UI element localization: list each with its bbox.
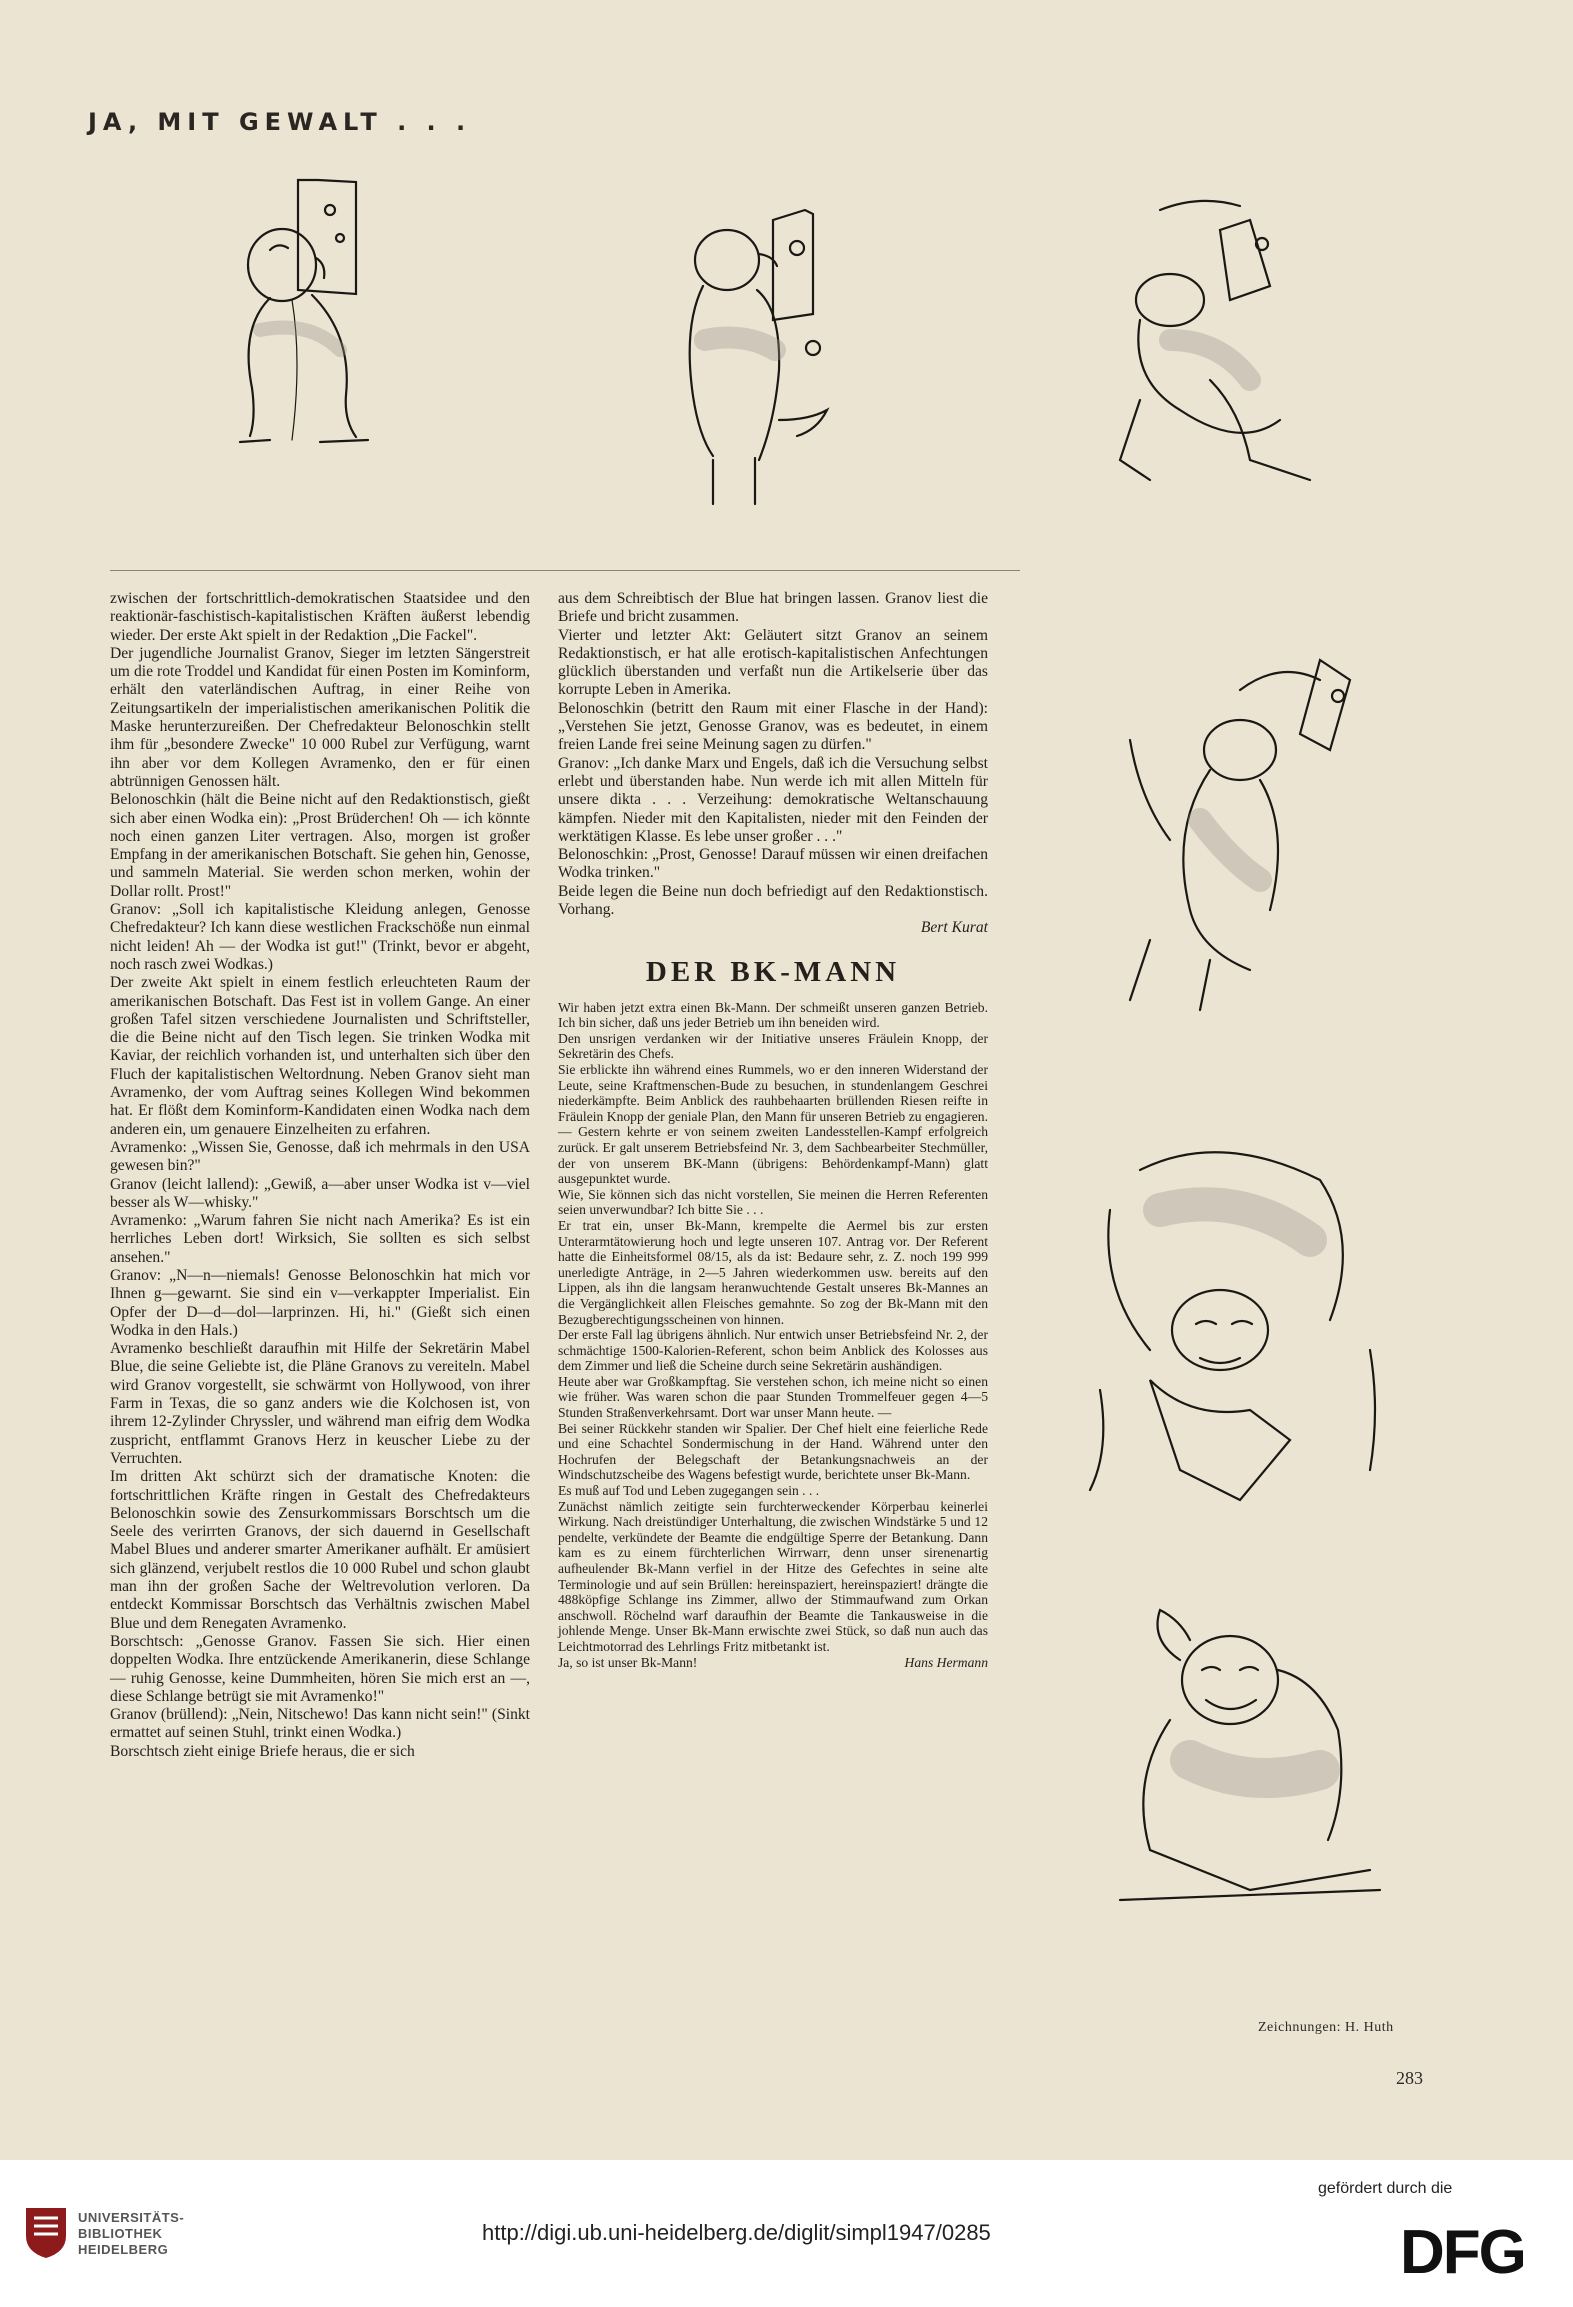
- paragraph: Avramenko beschließt daraufhin mit Hilfe der Sekretärin Mabel Blue, die seine Geliebte ist, die Pläne Granovs zu vereiteln. Mabel wird Granov vorgestellt, sie schwärmt von Hollywood, von ihrer Farm in Texas, die so ganz anders wie die Kolchosen ist, von ihrem 12-Zylinder Chryssler, und während man eifrig dem Wodka zuspricht, entflammt Granovs Herz in keuscher Liebe zu der Verruchten.: [110, 1340, 530, 1467]
- article-column-middle: [558, 590, 988, 1670]
- section-divider: [110, 570, 1020, 571]
- dfg-logo[interactable]: DFG: [1400, 2218, 1525, 2287]
- paragraph: Avramenko: „Wissen Sie, Genosse, daß ich mehrmals in den USA gewesen bin?": [110, 1138, 530, 1175]
- article-column-left: [110, 590, 530, 1761]
- digitization-footer: [0, 2160, 1573, 2307]
- paragraph: zwischen der fortschrittlich-demokratischen Staatsidee und den reaktionär-faschistisch-kapitalistischen Kräften äußerst lebendig wieder. Der erste Akt spielt in der Redaktion „Die Fackel".: [110, 590, 530, 644]
- paragraph: Granov: „N—n—niemals! Genosse Belonoschkin hat mich vor Ihnen g—gewarnt. Sie sind ein v—verkappter Imperialist. Ein Opfer der D—d—dol—larprinzen. Hi, hi." (Gießt sich einen Wodka in den Hals.): [110, 1266, 530, 1339]
- paragraph: Den unsrigen verdanken wir der Initiative unseres Fräulein Knopp, der Sekretärin des Chefs.: [558, 1030, 988, 1062]
- illustration-granov-bending: [1070, 1130, 1390, 1510]
- closing-line: Ja, so ist unser Bk-Mann!: [558, 1654, 698, 1670]
- paragraph: Granov (brüllend): „Nein, Nitschewo! Das kann nicht sein!" (Sinkt ermattet auf seinen Stuhl, trinkt einen Wodka.): [110, 1706, 530, 1742]
- paragraph: Granov: „Ich danke Marx und Engels, daß ich die Versuchung selbst erlebt und überstanden habe. Nun werde ich mit allen Mitteln für unsere dikta . . . Verzeihung: demokratische Weltanschauung kämpfen. Nieder mit den Kapitalisten, nieder mit den Feinden der werktätigen Klasse. Es lebe unser großer . . .": [558, 754, 988, 845]
- paragraph: Belonoschkin: „Prost, Genosse! Darauf müssen wir einen dreifachen Wodka trinken.": [558, 846, 988, 882]
- illustration-granov-phone-2: [655, 190, 915, 510]
- university-library-name: UNIVERSITÄTS- BIBLIOTHEK HEIDELBERG: [78, 2210, 185, 2257]
- paragraph: Belonoschkin (hält die Beine nicht auf den Redaktionstisch, gießt sich aber einen Wodka ein): „Prost Brüderchen! Oh — ich könnte noch einen ganzen Liter vertragen. Also, morgen ist großer Empfang in der amerikanischen Botschaft. Sie gehen hin, Genosse, und sammeln Material. Sie werden schon merken, wohin der Dollar rollt. Prost!": [110, 791, 530, 900]
- byline-hans-hermann: Hans Hermann: [904, 1654, 988, 1670]
- paragraph: Borschtsch: „Genosse Granov. Fassen Sie sich. Hier einen doppelten Wodka. Ihre entzückende Amerikanerin, diese Schlange — ruhig Genosse, keine Dummheiten, hören Sie mich erst an —, diese Schlange betrügt sie mit Avramenko!": [110, 1632, 530, 1705]
- paragraph: Es muß auf Tod und Leben zugegangen sein . . .: [558, 1483, 820, 1499]
- page-header-title: JA, MIT GEWALT . . .: [88, 108, 472, 136]
- paragraph: Er trat ein, unser Bk-Mann, krempelte die Aermel bis zur ersten Unterarmtätowierung hoch und legte unseren 107. Antrag vor. Der Referent hatte die Einheitsformel 08/15, als da ist: Bedaure sehr, z. Z. noch 199 999 unerledigte Anträge, in 2—5 Jahren wiederkommen usw. bereits auf den Lippen, als ihn die langsam heranwuchtende Gestalt unseres Bk-Mannes an die Vergänglichkeit allen Fleisches gemahnte. So zog der Bk-Mann mit den Bezugberechtigungsscheinen von hinnen.: [558, 1217, 988, 1327]
- page-number: 283: [1396, 2068, 1423, 2088]
- paragraph: Im dritten Akt schürzt sich der dramatische Knoten: die fortschrittlichen Kräfte ringen in Gestalt des Chefredakteurs Belonoschkin sowie des Zensurkommissars Borschtsch um die Seele des verirrten Granovs, der sich dauernd in Gesellschaft Mabel Blues und anderer smarter Amerikaner aufhält. Er amüsiert sich glänzend, verjubelt restlos die 10 000 Rubel und schon glaubt man ihn der großen Sache der Weltrevolution verloren. Da entdeckt Kommissar Borschtsch das Verhältnis zwischen Mabel Blue und dem Renegaten Avramenko.: [110, 1468, 530, 1632]
- byline-bert-kurat: Bert Kurat: [920, 919, 988, 937]
- paragraph: Vierter und letzter Akt: Geläutert sitzt Granov an seinem Redaktionstisch, er hat alle erotisch-kapitalistischen Anfechtungen glücklich überstanden und verfaßt nun die Artikelserie über das korrupte Leben in Amerika.: [558, 626, 988, 699]
- paragraph: Der zweite Akt spielt in einem festlich erleuchteten Raum der amerikanischen Botschaft. Das Fest ist in vollem Gange. An einer großen Tafel sitzen verschiedene Journalisten und Schriftsteller, die die Beine nicht auf den Tisch legen. Sie trinken Wodka mit Kaviar, der reichlich vorhanden ist, und unterhalten sich über den Fluch der kapitalistischen Weltordnung. Neben Granov sieht man Avramenko, der vom Auftrag seines Kollegen Wind bekommen hat. Er flößt dem Kominform-Kandidaten einen Wodka nach dem anderen ein, um genauere Einzelheiten zu erfahren.: [110, 974, 530, 1138]
- paragraph: Heute aber war Großkampftag. Sie verstehen schon, ich meine nicht so einen wie früher. Was waren schon die paar Stunden Trommelfeuer gegen 4—5 Stunden Straßenverkehrsamt. Dort war unser Mann heute. —: [558, 1373, 988, 1421]
- paragraph: Beide legen die Beine nun doch befriedigt auf den Redaktionstisch. Vorhang.: [558, 882, 988, 919]
- illustration-granov-phone-3: [1100, 180, 1380, 500]
- illustration-granov-phone-1: [200, 150, 460, 450]
- source-url-link[interactable]: http://digi.ub.uni-heidelberg.de/diglit/simpl1947/0285: [482, 2220, 991, 2245]
- paragraph: Avramenko: „Warum fahren Sie nicht nach Amerika? Es ist ein herrliches Leben dort! Wirksich, Sie sollten es sich selbst ansehen.": [110, 1212, 530, 1266]
- paragraph: Borschtsch zieht einige Briefe heraus, die er sich: [110, 1742, 415, 1760]
- paragraph: aus dem Schreibtisch der Blue hat bringen lassen. Granov liest die Briefe und bricht zusammen.: [558, 590, 988, 626]
- paragraph: Sie erblickte ihn während eines Rummels, wo er den inneren Widerstand der Leute, seine Kraftmenschen-Bude zu besuchen, in stundenlangem Geschrei niederkämpfte. Beim Anblick des rauhbehaarten brüllenden Riesen reifte in Fräulein Knopp der geniale Plan, den Mann für unseren Betrieb zu engagieren. — Gestern kehrte er von seinem zweiten Landesstellen-Kampf erfolgreich zurück. Er galt unserem Betriebsfeind Nr. 3, dem Sachbearbeiter Stechmüller, der von unserem BK-Mann (übrigens: Behördenkampf-Mann) glatt ausgepunktet wurde.: [558, 1062, 988, 1187]
- paragraph: Wir haben jetzt extra einen Bk-Mann. Der schmeißt unseren ganzen Betrieb. Ich bin sicher, daß uns jeder Betrieb um ihn beneiden wird.: [558, 999, 988, 1031]
- paragraph: Wie, Sie können sich das nicht vorstellen, Sie meinen die Herren Referenten seien unverwundbar? Ich bitte Sie . . .: [558, 1186, 988, 1218]
- bk-mann-closing-row: [558, 1655, 988, 1671]
- paragraph: Bei seiner Rückkehr standen wir Spalier. Der Chef hielt eine feierliche Rede und eine Schachtel Sondermischung in der Hand. Während unter den Hochrufen der Belegschaft der Betankungsnachweis an der Windschutzscheibe des Wagens befestigt wurde, berichtete unser Bk-Mann.: [558, 1420, 988, 1483]
- paragraph: Granov: „Soll ich kapitalistische Kleidung anlegen, Genosse Chefredakteur? Ich kann diese westlichen Frackschöße nun einmal nicht leiden! Ah — der Wodka ist gut!" (Trinkt, bevor er abgeht, noch rasch zwei Wodkas.): [110, 901, 530, 973]
- university-seal-icon: [22, 2204, 70, 2260]
- illustration-granov-seated: [1090, 1600, 1390, 1930]
- paragraph: Der jugendliche Journalist Granov, Sieger im letzten Sängerstreit um die rote Troddel und Kandidat für einen Posten im Kominform, erhält den vaterländischen Auftrag, in einer Reihe von Zeitungsartikeln der imperialistischen amerikanischen Politik die Maske herunterzureißen. Der Chefredakteur Belonoschkin stellt ihm für „besondere Zwecke" 10 000 Rubel zur Verfügung, warnt ihn aber vor dem Kollegen Avramenko, den er für einen abtrünnigen Genossen hält.: [110, 644, 530, 790]
- bk-mann-title: DER BK-MANN: [645, 955, 901, 988]
- paragraph: Zunächst nämlich zeitigte sein furchterweckender Körperbau keinerlei Wirkung. Nach dreistündiger Unterhaltung, die zwischen Windstärke 5 und 12 pendelte, verkündete der Beamte die endgültige Sperre der Betankung. Dann kam es zu einem fürchterlichen Wirrwarr, denn unser sirenenartig aufheulender Bk-Mann verfiel in der Hitze des Gefechtes in seine alte Terminologie und auf sein Brüllen: hereinspaziert, hereinspaziert! drängte die 488köpfige Schlange ins Zimmer, allwo der Stimmaufwand zum Orkan anschwoll. Röchelnd warf daraufhin der Beamte die Tankausweise in die johlende Menge. Unser Bk-Mann erwischte zwei Stück, so daß nun auch das Leichtmotorrad des Lehrlings Fritz mitbetankt ist.: [558, 1498, 988, 1654]
- paragraph: Granov (leicht lallend): „Gewiß, a—aber unser Wodka ist v—viel besser als W—whisky.": [110, 1175, 530, 1211]
- paragraph: Belonoschkin (betritt den Raum mit einer Flasche in der Hand): „Verstehen Sie jetzt, Genosse Granov, was es bedeutet, in einem freien Lande frei seine Meinung sagen zu dürfen.": [558, 699, 988, 754]
- funded-by-label: gefördert durch die: [1318, 2180, 1453, 2197]
- paragraph: Der erste Fall lag übrigens ähnlich. Nur entwich unser Betriebsfeind Nr. 2, der schmächtige 1500-Kalorien-Referent, schon beim Anblick des Kolosses aus dem Zimmer und ließ die Scheine durch seine Sekretärin aushändigen.: [558, 1327, 988, 1374]
- illustration-credit: Zeichnungen: H. Huth: [1258, 2020, 1394, 2035]
- bk-mann-article: [558, 1000, 988, 1671]
- illustration-granov-falling: [1090, 640, 1390, 1020]
